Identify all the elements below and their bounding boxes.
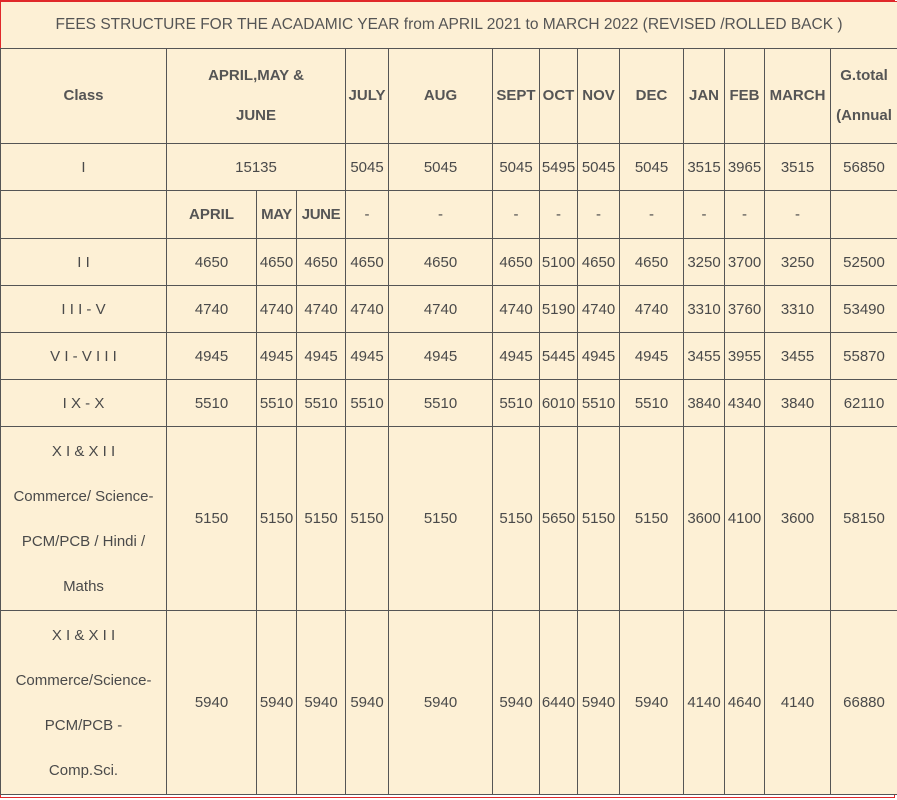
cell-oct: 6440 — [540, 611, 578, 795]
subheader-oct: - — [540, 191, 578, 239]
cell-jan: 3455 — [684, 333, 725, 380]
fees-structure-table — [0, 1, 897, 795]
cell-april: 5510 — [167, 380, 257, 427]
cell-aug: 4740 — [389, 286, 493, 333]
cell-sept: 5940 — [493, 611, 540, 795]
cell-feb: 4640 — [725, 611, 765, 795]
cell-march: 3840 — [765, 380, 831, 427]
cell-total: 53490 — [831, 286, 897, 333]
cell-july: 5510 — [346, 380, 389, 427]
cell-class-line: Maths — [63, 577, 104, 595]
header-jan: JAN — [684, 49, 725, 144]
subheader-blank — [1, 191, 167, 239]
cell-class: I X - X — [1, 380, 167, 427]
cell-nov: 5150 — [578, 427, 620, 611]
cell-sept: 5045 — [493, 144, 540, 191]
cell-dec: 5045 — [620, 144, 684, 191]
table-row — [1, 286, 897, 333]
cell-dec: 4945 — [620, 333, 684, 380]
cell-april: 5150 — [167, 427, 257, 611]
header-dec: DEC — [620, 49, 684, 144]
header-gtotal-line1: G.total — [840, 67, 888, 84]
cell-feb: 4100 — [725, 427, 765, 611]
cell-july: 4945 — [346, 333, 389, 380]
cell-may: 5510 — [257, 380, 297, 427]
cell-nov: 5510 — [578, 380, 620, 427]
cell-feb: 3760 — [725, 286, 765, 333]
cell-june: 4740 — [297, 286, 346, 333]
header-oct: OCT — [540, 49, 578, 144]
cell-sept: 4650 — [493, 239, 540, 286]
cell-total: 55870 — [831, 333, 897, 380]
cell-class: V I - V I I I — [1, 333, 167, 380]
cell-dec: 5150 — [620, 427, 684, 611]
cell-oct: 5495 — [540, 144, 578, 191]
cell-may: 4945 — [257, 333, 297, 380]
cell-class: I — [1, 144, 167, 191]
cell-oct: 5190 — [540, 286, 578, 333]
cell-aug: 4650 — [389, 239, 493, 286]
cell-jan: 3840 — [684, 380, 725, 427]
cell-jan: 3250 — [684, 239, 725, 286]
cell-class-line: Comp.Sci. — [48, 761, 119, 779]
cell-may: 5940 — [257, 611, 297, 795]
subheader-nov: - — [578, 191, 620, 239]
cell-total: 52500 — [831, 239, 897, 286]
cell-class — [1, 427, 167, 611]
cell-june: 5150 — [297, 427, 346, 611]
cell-oct: 5445 — [540, 333, 578, 380]
cell-feb: 3700 — [725, 239, 765, 286]
table-row — [1, 611, 897, 795]
header-nov: NOV — [578, 49, 620, 144]
cell-class-line: X I & X I I — [51, 626, 116, 644]
cell-april: 4650 — [167, 239, 257, 286]
table-row — [1, 333, 897, 380]
cell-total: 56850 — [831, 144, 897, 191]
header-july: JULY — [346, 49, 389, 144]
subheader-aug: - — [389, 191, 493, 239]
cell-total: 58150 — [831, 427, 897, 611]
subheader-sept: - — [493, 191, 540, 239]
cell-march: 3250 — [765, 239, 831, 286]
cell-sept: 4945 — [493, 333, 540, 380]
cell-aug: 4945 — [389, 333, 493, 380]
cell-july: 4740 — [346, 286, 389, 333]
cell-nov: 4945 — [578, 333, 620, 380]
subheader-april: APRIL — [167, 191, 257, 239]
cell-feb: 4340 — [725, 380, 765, 427]
header-apr-may-jun — [167, 49, 346, 144]
cell-april: 4740 — [167, 286, 257, 333]
cell-class: I I — [1, 239, 167, 286]
cell-may: 4650 — [257, 239, 297, 286]
cell-march: 3515 — [765, 144, 831, 191]
cell-class-line: PCM/PCB / Hindi / — [21, 532, 146, 550]
subheader-march: - — [765, 191, 831, 239]
cell-class: I I I - V — [1, 286, 167, 333]
cell-april: 5940 — [167, 611, 257, 795]
header-aug: AUG — [389, 49, 493, 144]
cell-nov: 4740 — [578, 286, 620, 333]
cell-july: 5150 — [346, 427, 389, 611]
cell-june: 5940 — [297, 611, 346, 795]
cell-class-line: Commerce/Science- — [15, 671, 152, 689]
subheader-may: MAY — [257, 191, 297, 239]
cell-apr-may-jun: 15135 — [167, 144, 346, 191]
cell-nov: 4650 — [578, 239, 620, 286]
subheader-july: - — [346, 191, 389, 239]
cell-july: 5045 — [346, 144, 389, 191]
cell-class-line: PCM/PCB - — [44, 716, 123, 734]
cell-july: 4650 — [346, 239, 389, 286]
cell-april: 4945 — [167, 333, 257, 380]
header-apr-may-jun-line2: JUNE — [235, 107, 276, 124]
subheader-june: JUNE — [297, 191, 346, 239]
cell-june: 4945 — [297, 333, 346, 380]
subheader-row — [1, 191, 897, 239]
cell-total: 62110 — [831, 380, 897, 427]
cell-sept: 5510 — [493, 380, 540, 427]
cell-dec: 4740 — [620, 286, 684, 333]
cell-oct: 5650 — [540, 427, 578, 611]
header-march: MARCH — [765, 49, 831, 144]
cell-aug: 5150 — [389, 427, 493, 611]
cell-oct: 5100 — [540, 239, 578, 286]
cell-sept: 4740 — [493, 286, 540, 333]
cell-dec: 5940 — [620, 611, 684, 795]
cell-feb: 3955 — [725, 333, 765, 380]
table-row — [1, 380, 897, 427]
cell-nov: 5940 — [578, 611, 620, 795]
subheader-feb: - — [725, 191, 765, 239]
cell-aug: 5510 — [389, 380, 493, 427]
header-sept: SEPT — [493, 49, 540, 144]
cell-total: 66880 — [831, 611, 897, 795]
cell-march: 3600 — [765, 427, 831, 611]
table-row-class-i — [1, 144, 897, 191]
cell-jan: 3600 — [684, 427, 725, 611]
cell-feb: 3965 — [725, 144, 765, 191]
cell-march: 4140 — [765, 611, 831, 795]
subheader-total-blank — [831, 191, 897, 239]
cell-class-line: Commerce/ Science- — [13, 487, 154, 505]
cell-aug: 5940 — [389, 611, 493, 795]
cell-sept: 5150 — [493, 427, 540, 611]
cell-jan: 3310 — [684, 286, 725, 333]
cell-may: 4740 — [257, 286, 297, 333]
header-gtotal-line2: (Annual — [836, 107, 892, 124]
cell-jan: 3515 — [684, 144, 725, 191]
header-class: Class — [1, 49, 167, 144]
cell-june: 5510 — [297, 380, 346, 427]
header-row — [1, 49, 897, 144]
subheader-jan: - — [684, 191, 725, 239]
cell-jan: 4140 — [684, 611, 725, 795]
cell-june: 4650 — [297, 239, 346, 286]
cell-march: 3455 — [765, 333, 831, 380]
cell-july: 5940 — [346, 611, 389, 795]
header-gtotal — [831, 49, 897, 144]
header-feb: FEB — [725, 49, 765, 144]
cell-nov: 5045 — [578, 144, 620, 191]
cell-dec: 4650 — [620, 239, 684, 286]
table-row — [1, 239, 897, 286]
cell-may: 5150 — [257, 427, 297, 611]
cell-aug: 5045 — [389, 144, 493, 191]
cell-oct: 6010 — [540, 380, 578, 427]
cell-class — [1, 611, 167, 795]
table-row — [1, 427, 897, 611]
cell-march: 3310 — [765, 286, 831, 333]
cell-dec: 5510 — [620, 380, 684, 427]
subheader-dec: - — [620, 191, 684, 239]
cell-class-line: X I & X I I — [51, 442, 116, 460]
table-caption: FEES STRUCTURE FOR THE ACADAMIC YEAR from APRIL 2021 to MARCH 2022 (REVISED /ROLLED BACK ) — [1, 2, 897, 49]
header-apr-may-jun-line1: APRIL,MAY & — [208, 67, 304, 84]
